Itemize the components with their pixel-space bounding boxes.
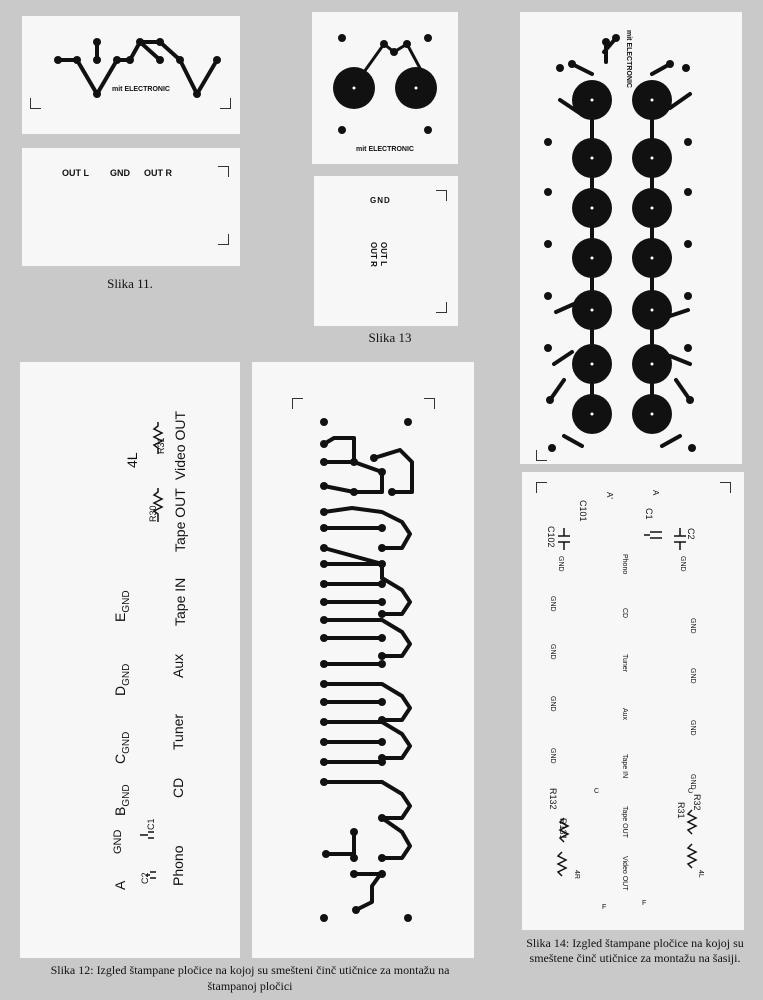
fig14-label-video-out: Video OUT: [621, 856, 628, 891]
fig12-label-cd: CD: [170, 777, 186, 798]
gnd-letter: B: [112, 806, 128, 816]
fig14-cap-c2: C2: [686, 528, 696, 540]
fig14-label-tuner: Tuner: [621, 654, 628, 673]
fig14-gnd: GND: [689, 774, 696, 790]
fig12-label-phono: Phono: [170, 845, 186, 886]
fig13-label-gnd: GND: [370, 196, 391, 205]
corner-mark: [424, 398, 435, 409]
fig13-pcb-traces: [312, 12, 458, 164]
fig14-label-4l: 4L: [697, 870, 704, 878]
fig12-caption: Slika 12: Izgled štampane pločice na kojoj su smešteni činč utičnice za montažu na štampanoj pločici: [50, 963, 450, 993]
fig13-board-top: [312, 12, 458, 164]
fig14-gnd: GND: [679, 556, 686, 572]
fig13-brand: mit ELECTRONIC: [356, 146, 414, 153]
fig12-gnd-word: GND: [112, 829, 124, 854]
fig14-board-labels: [522, 472, 744, 930]
corner-mark: [218, 166, 229, 177]
fig14-gnd: GND: [689, 668, 696, 684]
fig12-board-traces: [252, 362, 474, 958]
fig12-label-r30: R30: [148, 505, 158, 522]
fig14-label-r31: R31: [676, 802, 686, 819]
fig14-label-f-left: F: [602, 904, 607, 911]
fig14-gnd: GND: [549, 596, 556, 612]
fig11-brand: mit ELECTRONIC: [112, 86, 170, 93]
fig14-board-top: [520, 12, 742, 464]
corner-mark: [436, 302, 447, 313]
gnd-sub: GND: [120, 784, 132, 807]
fig14-label-phono: Phono: [621, 554, 628, 575]
fig14-label-tape-out: Tape OUT: [621, 806, 628, 838]
corner-mark: [292, 398, 303, 409]
fig13-board-bottom: [314, 176, 458, 326]
fig12-cap-c1: C1: [146, 818, 156, 830]
corner-mark: [536, 450, 547, 461]
fig12-gnd-a: A: [112, 880, 128, 890]
fig14-label-f-right: F: [642, 900, 647, 907]
fig14-gnd: GND: [557, 556, 564, 572]
fig14-cap-c102: C102: [546, 526, 556, 548]
fig14-label-r32: R32: [692, 794, 702, 811]
gnd-sub: GND: [120, 663, 132, 686]
fig14-label-a-prime: A': [605, 492, 614, 499]
fig12-label-video-out: Video OUT: [172, 411, 188, 480]
fig12-cap-c2: C2: [140, 872, 150, 884]
fig14-label-cd: CD: [621, 608, 628, 619]
fig13-label-out-l: OUT L: [379, 242, 388, 266]
gnd-letter: E: [112, 612, 128, 622]
fig12-label-4l: 4L: [124, 452, 140, 468]
fig12-label-r31: R31: [156, 437, 166, 454]
fig14-gnd: GND: [549, 748, 556, 764]
fig14-cap-c1: C1: [644, 508, 654, 520]
corner-mark: [720, 482, 731, 493]
fig11-caption: Slika 11.: [107, 276, 153, 291]
fig14-brand: mit ELECTRONIC: [625, 30, 632, 88]
fig14-cap-c101: C101: [578, 500, 588, 522]
corner-mark: [30, 98, 41, 109]
fig14-label-r132: R132: [548, 788, 558, 810]
fig14-gnd: GND: [549, 644, 556, 660]
fig11-label-out-l: OUT L: [62, 168, 89, 178]
fig12-board-labels: [20, 362, 240, 958]
fig14-label-c-right: C: [688, 788, 694, 795]
corner-mark: [536, 482, 547, 493]
fig11-label-out-r: OUT R: [144, 168, 172, 178]
fig12-gnd-c: [112, 732, 132, 764]
fig12-label-tape-out: Tape OUT: [172, 488, 188, 552]
fig12-label-tuner: Tuner: [170, 713, 186, 750]
fig12-label-aux: Aux: [170, 653, 186, 678]
corner-mark: [218, 234, 229, 245]
gnd-letter: D: [112, 685, 128, 696]
fig14-label-tape-in: Tape IN: [621, 754, 628, 779]
fig14-label-r131: R131: [558, 818, 568, 840]
fig11-pcb-traces: [22, 16, 240, 134]
fig12-gnd-e: [112, 590, 132, 622]
fig11-board-bottom: [22, 148, 240, 266]
fig14-gnd: GND: [689, 618, 696, 634]
fig14-gnd: GND: [549, 696, 556, 712]
fig11-board-top: [22, 16, 240, 134]
gnd-letter: C: [112, 753, 128, 764]
fig12-gnd-d: [112, 664, 132, 696]
fig12-label-tape-in: Tape IN: [172, 577, 188, 626]
fig14-label-c-left: C: [594, 788, 600, 795]
corner-mark: [220, 98, 231, 109]
fig14-gnd: GND: [689, 720, 696, 736]
fig14-caption: Slika 14: Izgled štampane pločice na kojoj su smeštene činč utičnice za montažu na šasiji.: [526, 936, 744, 965]
fig14-label-a: A: [651, 490, 660, 496]
fig13-caption: Slika 13: [368, 330, 412, 345]
gnd-sub: GND: [120, 731, 132, 754]
fig12-pcb-traces: [252, 362, 474, 958]
gnd-sub: GND: [120, 590, 132, 613]
corner-mark: [436, 190, 447, 201]
fig12-gnd-b: [112, 784, 132, 816]
fig11-label-gnd: GND: [110, 168, 130, 178]
fig14-label-4r: 4R: [573, 870, 580, 879]
fig12-component-symbols: [20, 362, 240, 958]
fig14-label-aux: Aux: [621, 708, 628, 721]
fig13-label-out-r: OUT R: [369, 242, 378, 267]
